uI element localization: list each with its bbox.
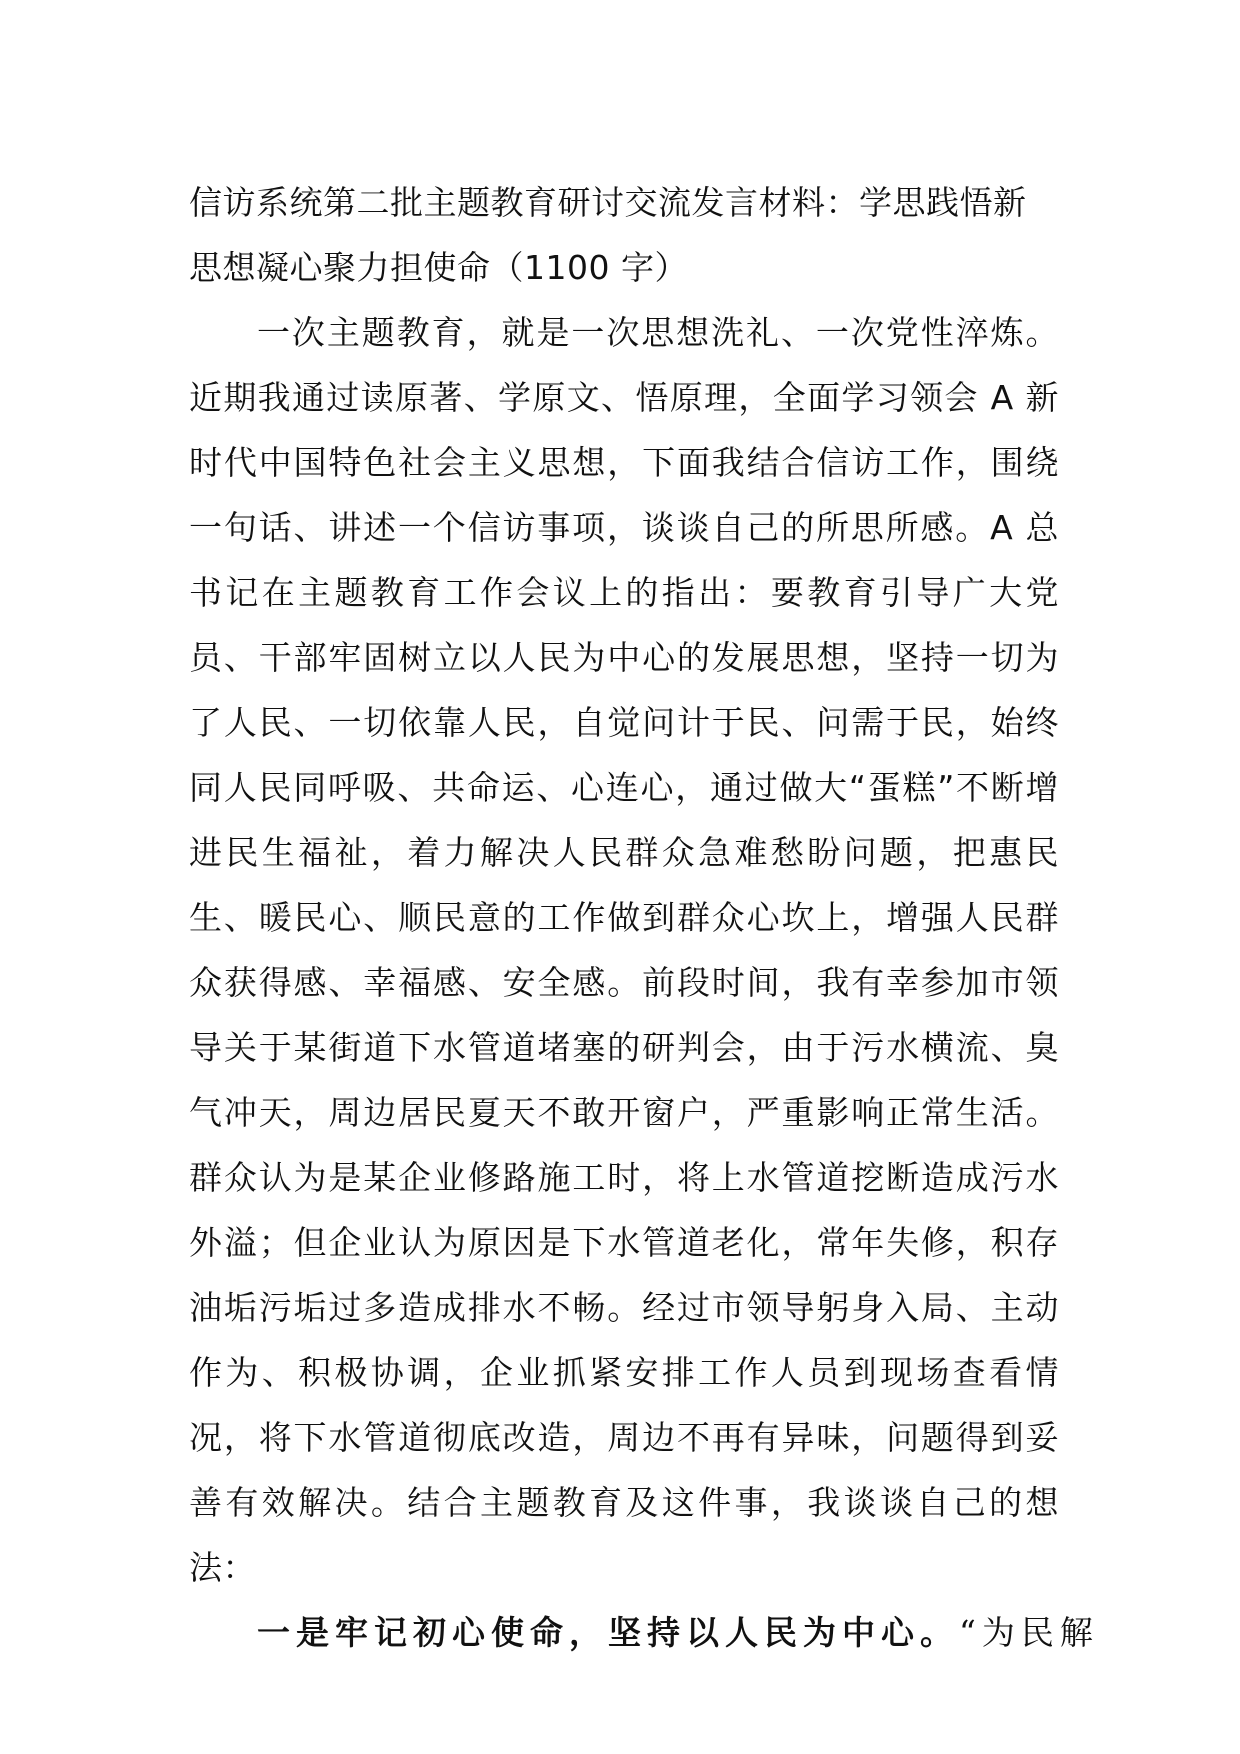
- subheading-trailing-text: “为民解: [959, 1613, 1099, 1652]
- document-page: [189, 170, 1099, 1665]
- subheading-bold-text: 一是牢记初心使命，坚持以人民为中心。: [257, 1613, 959, 1652]
- body-paragraph: 一次主题教育，就是一次思想洗礼、一次党性淬炼。近期我通过读原著、学原文、悟原理，全面学习领会 A 新时代中国特色社会主义思想，下面我结合信访工作，围绕一句话、讲述一个信访事项，谈谈自己的所思所感。A 总书记在主题教育工作会议上的指出：要教育引导广大党员、干部牢固树立以人民为中心的发展思想，坚持一切为了人民、一切依靠人民，自觉问计于民、问需于民，始终同人民同呼吸、共命运、心连心，通过做大“蛋糕”不断增进民生福祉，着力解决人民群众急难愁盼问题，把惠民生、暖民心、顺民意的工作做到群众心坎上，增强人民群众获得感、幸福感、安全感。前段时间，我有幸参加市领导关于某街道下水管道堵塞的研判会，由于污水横流、臭气冲天，周边居民夏天不敢开窗户，严重影响正常生活。群众认为是某企业修路施工时，将上水管道挖断造成污水外溢；但企业认为原因是下水管道老化，常年失修，积存油垢污垢过多造成排水不畅。经过市领导躬身入局、主动作为、积极协调，企业抓紧安排工作人员到现场查看情况，将下水管道彻底改造，周边不再有异味，问题得到妥善有效解决。结合主题教育及这件事，我谈谈自己的想法：: [189, 313, 1059, 1587]
- section-subheading: [189, 1600, 1099, 1665]
- document-title: 信访系统第二批主题教育研讨交流发言材料：学思践悟新思想凝心聚力担使命（1100 字）: [189, 183, 1027, 287]
